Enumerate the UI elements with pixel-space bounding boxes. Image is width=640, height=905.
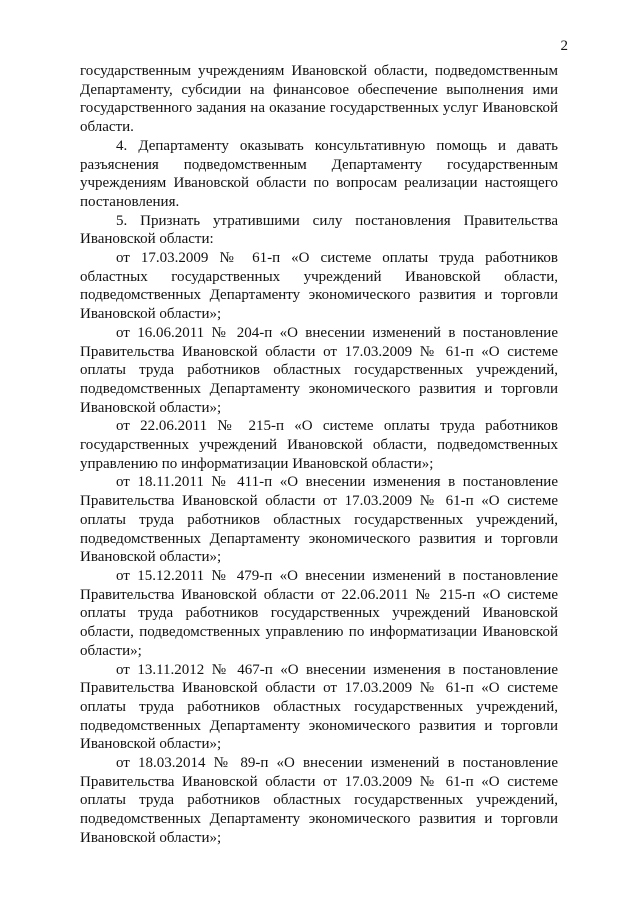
document-body — [80, 62, 558, 848]
paragraph: от 16.06.2011 № 204-п «О внесении изменений в постановление Правительства Ивановской области от 17.03.2009 № 61-п «О системе оплаты труда работников областных государственных учреждений, подведомственных Департаменту экономического развития и торговли Ивановской области»; — [80, 324, 558, 416]
page-number: 2 — [560, 38, 568, 54]
paragraph: 5. Признать утратившими силу постановления Правительства Ивановской области: — [80, 212, 558, 248]
paragraph: от 15.12.2011 № 479-п «О внесении изменений в постановление Правительства Ивановской области от 22.06.2011 № 215-п «О системе оплаты труда работников государственных учреждений Ивановской области, подведомственных управлению по информатизации Ивановской области»; — [80, 567, 558, 659]
paragraph: государственным учреждениям Ивановской области, подведомственным Департаменту, субсидии на финансовое обеспечение выполнения ими государственного задания на оказание государственных услуг Ивановской области. — [80, 63, 558, 136]
paragraph: от 17.03.2009 № 61-п «О системе оплаты труда работников областных государственных учреждений Ивановской области, подведомственных Департаменту экономического развития и торговли Ивановской области»; — [80, 250, 558, 323]
paragraph: 4. Департаменту оказывать консультативную помощь и давать разъяснения подведомственным Департаменту государственным учреждениям Ивановской области по вопросам реализации настоящего постановления. — [80, 137, 558, 210]
paragraph: от 13.11.2012 № 467-п «О внесении изменения в постановление Правительства Ивановской области от 17.03.2009 № 61-п «О системе оплаты труда работников областных государственных учреждений, подведомственных Департаменту экономического развития и торговли Ивановской области»; — [80, 661, 558, 753]
paragraph: от 18.11.2011 № 411-п «О внесении изменения в постановление Правительства Ивановской области от 17.03.2009 № 61-п «О системе оплаты труда работников областных государственных учреждений, подведомственных Департаменту экономического развития и торговли Ивановской области»; — [80, 474, 558, 566]
paragraph: от 18.03.2014 № 89-п «О внесении изменений в постановление Правительства Ивановской области от 17.03.2009 № 61-п «О системе оплаты труда работников областных государственных учреждений, подведомственных Департаменту экономического развития и торговли Ивановской области»; — [80, 755, 558, 846]
paragraph: от 22.06.2011 № 215-п «О системе оплаты труда работников государственных учреждений Ивановской области, подведомственных управлению по информатизации Ивановской области»; — [80, 418, 558, 472]
